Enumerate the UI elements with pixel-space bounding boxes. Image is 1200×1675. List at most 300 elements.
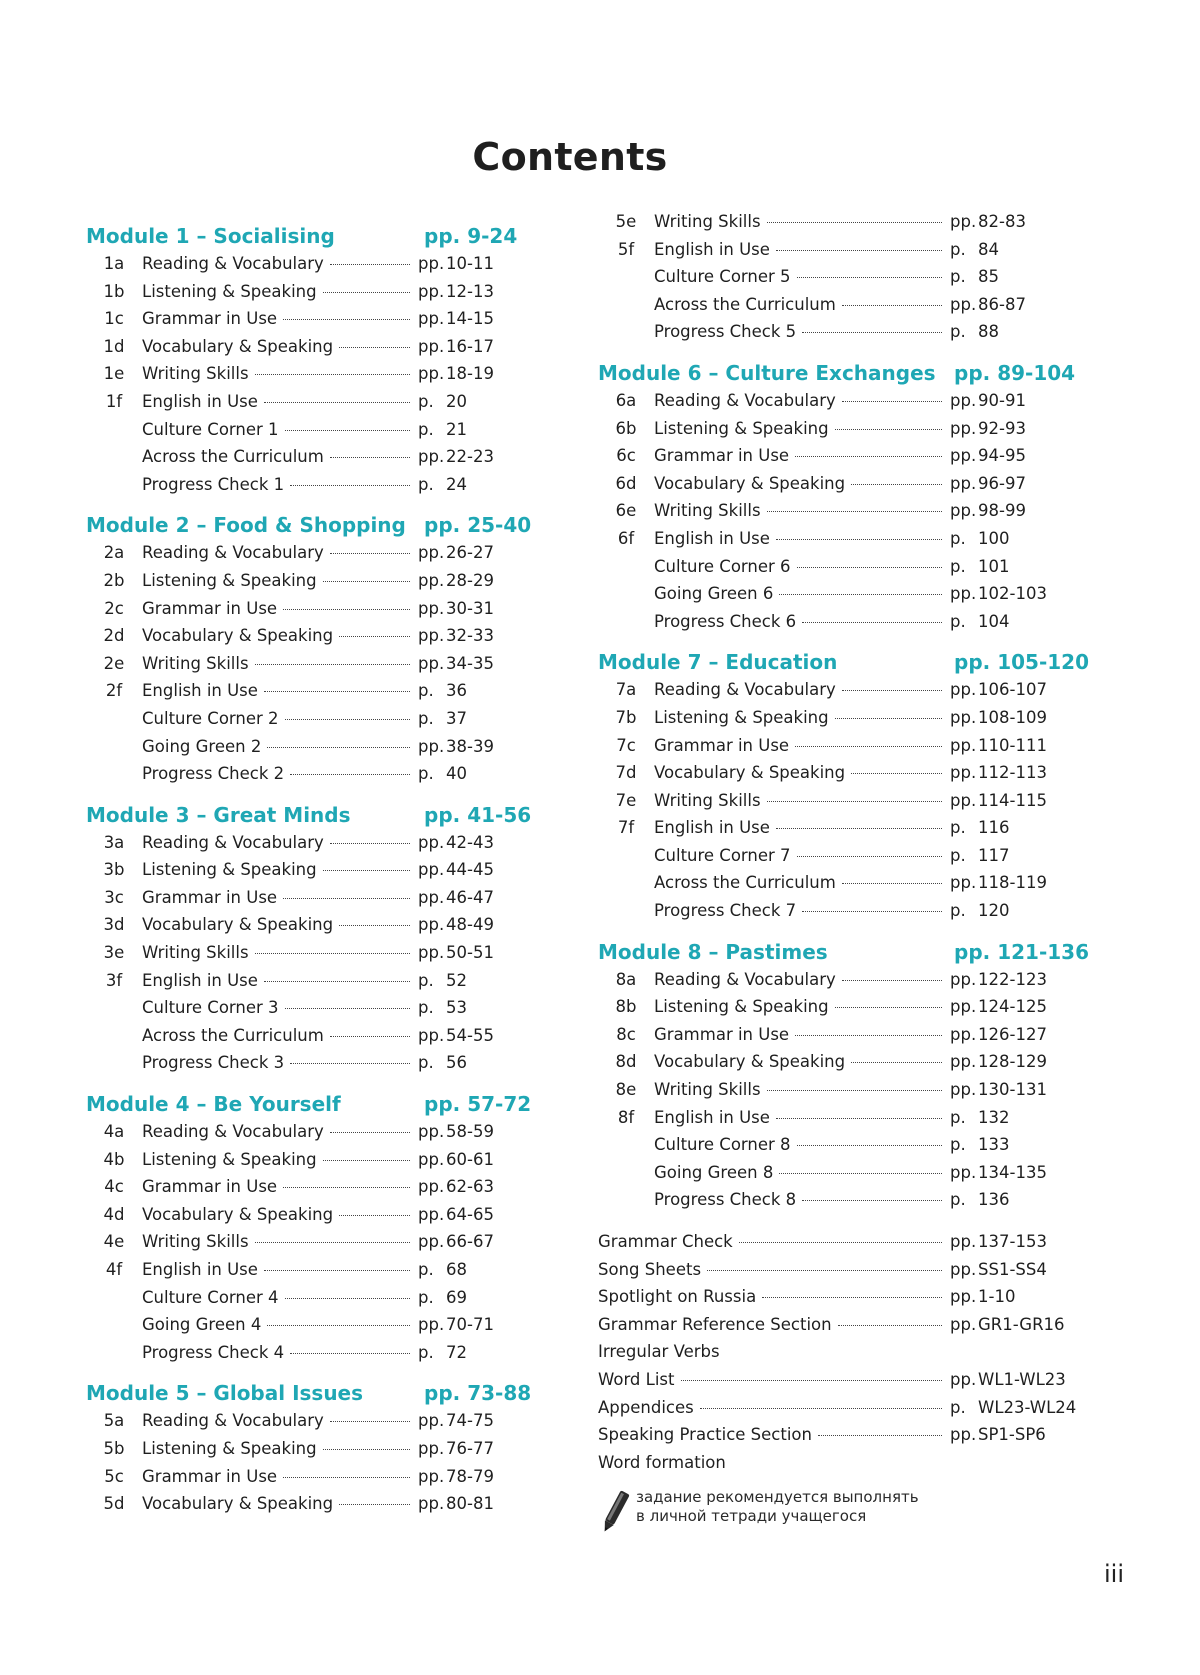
entry-title: Across the Curriculum [654,294,836,314]
page-number-ref: 126-127 [978,1024,1047,1044]
lesson-code: 7b [615,707,637,727]
page-number-ref: 96-97 [978,473,1026,493]
page-prefix: pp. [950,584,977,604]
page-prefix: pp. [418,447,445,467]
page-prefix: p. [950,845,966,865]
toc-entry[interactable] [86,388,504,416]
page-number-ref: 116 [978,818,1010,838]
page-prefix: pp. [950,1052,977,1072]
entry-title: Listening & Speaking [142,860,317,880]
page-prefix: pp. [950,418,977,438]
module-section [86,222,518,498]
page-number-ref: 26-27 [446,543,494,563]
toc-entry[interactable] [598,1076,1058,1104]
page-number-ref: 68 [446,1260,467,1279]
toc-entry[interactable] [86,595,504,623]
page-prefix: pp. [950,212,977,231]
toc-entry[interactable] [86,1407,504,1435]
toc-entry[interactable] [598,525,1058,553]
page-number-ref: 62-63 [446,1177,494,1197]
page-number-ref: 72 [446,1342,467,1362]
page-number-ref: 60-61 [446,1149,494,1169]
entry-title: Word List [598,1369,675,1389]
lesson-code: 2f [105,681,123,701]
entry-title: Appendices [598,1397,694,1417]
lesson-code: 8e [615,1080,637,1100]
reference-entry[interactable] [598,1311,1065,1339]
entry-title: Grammar in Use [142,887,278,907]
page-number-ref: 74-75 [446,1411,494,1431]
entry-title: Writing Skills [142,653,249,673]
page-prefix: pp. [950,501,977,521]
page-prefix: p. [950,322,966,342]
entry-title: English in Use [142,681,258,701]
toc-entry[interactable] [86,1228,504,1256]
dot-leader [283,1477,410,1478]
lesson-code: 5a [103,1411,125,1431]
page-number-ref: 137-153 [978,1232,1047,1251]
toc-entry[interactable] [598,1131,1058,1159]
page-prefix: p. [950,611,966,631]
entry-title: Writing Skills [654,212,761,231]
toc-entry[interactable] [86,1022,504,1050]
toc-entry[interactable] [86,1256,504,1284]
toc-entry[interactable] [86,1049,504,1077]
toc-entry[interactable] [86,884,504,912]
toc-entry[interactable] [598,497,1058,525]
entry-title: Writing Skills [142,1232,249,1252]
dot-leader [285,1008,410,1009]
module-heading[interactable] [598,648,1089,676]
module-heading[interactable] [598,359,1076,387]
toc-entry[interactable] [86,305,504,333]
toc-entry[interactable] [598,1159,1058,1187]
page-prefix: pp. [950,1259,977,1279]
lesson-code: 4e [103,1232,125,1252]
module-title: Module 3 – Great Minds [86,802,351,827]
page-number-ref: 101 [978,556,1010,576]
entry-title: Reading & Vocabulary [142,1122,324,1142]
reference-entry[interactable] [598,1366,1066,1394]
lesson-code: 5d [103,1494,125,1514]
page-number-ref: 66-67 [446,1232,494,1252]
dot-leader [818,1435,942,1436]
entry-title: Progress Check 7 [654,901,797,921]
toc-entry[interactable] [598,842,1058,870]
module-continuation [598,208,1058,346]
toc-entry[interactable] [86,994,504,1022]
module-pages: pp. 121-136 [954,939,1089,964]
dot-leader [339,1504,410,1505]
dot-leader [776,539,942,540]
entry-title: Going Green 4 [142,1315,262,1335]
page-number-ref: 58-59 [446,1122,494,1142]
toc-entry[interactable] [598,993,1058,1021]
reference-entry[interactable] [598,1228,1058,1256]
dot-leader [330,1132,410,1133]
module-pages: pp. 57-72 [424,1092,532,1117]
toc-entry[interactable] [598,1048,1058,1076]
module-pages: pp. 89-104 [954,360,1076,385]
module-section [86,1366,532,1517]
toc-entry[interactable] [86,939,504,967]
dot-leader [339,347,410,348]
dot-leader [264,1270,410,1271]
entry-title: English in Use [654,818,770,838]
toc-entry[interactable] [598,470,1058,498]
page-prefix: p. [950,267,966,287]
toc-entry[interactable] [598,553,1058,581]
page-number-ref: 88 [978,322,999,342]
toc-entry[interactable] [598,966,1058,994]
dot-leader [330,843,410,844]
toc-entry[interactable] [598,387,1058,415]
page-prefix: pp. [950,1232,977,1251]
toc-entry[interactable] [598,442,1058,470]
toc-entry[interactable] [86,333,504,361]
entry-title: Culture Corner 2 [142,708,279,728]
entry-title: Culture Corner 1 [142,419,279,439]
page-number: iii [1104,1560,1125,1588]
page-prefix: pp. [418,1315,445,1335]
page-prefix: pp. [418,1204,445,1224]
page-number-ref: 10-11 [446,254,494,273]
entry-title: Spotlight on Russia [598,1287,757,1307]
lesson-code: 2a [103,543,125,563]
page-prefix: pp. [418,598,445,618]
entry-title: Grammar in Use [142,309,278,329]
entry-title: Going Green 8 [654,1162,774,1182]
toc-entry[interactable] [598,1104,1058,1132]
entry-title: English in Use [654,528,770,548]
dot-leader [838,1325,942,1326]
toc-entry[interactable] [86,1146,504,1174]
page-number-ref: 64-65 [446,1204,494,1224]
dot-leader [739,1242,942,1243]
dot-leader [330,264,410,265]
reference-entry[interactable] [598,1283,1058,1311]
dot-leader [797,1145,942,1146]
dot-leader [802,332,942,333]
page-number-ref: 50-51 [446,943,494,963]
page-prefix: pp. [418,860,445,880]
entry-title: English in Use [142,970,258,990]
page-prefix: p. [950,1190,966,1210]
toc-entry[interactable] [86,911,504,939]
page-prefix: pp. [418,1438,445,1458]
lesson-code: 7d [615,763,637,783]
entry-title: Grammar in Use [142,1466,278,1486]
toc-entry[interactable] [598,759,1058,787]
page-number-ref: 21 [446,419,467,439]
spacer [86,498,504,511]
toc-entry[interactable] [598,291,1058,319]
reference-entry[interactable] [598,1421,1058,1449]
toc-entry[interactable] [86,278,504,306]
dot-leader [835,718,942,719]
toc-entry[interactable] [86,416,504,444]
dot-leader [842,980,942,981]
reference-entry[interactable] [598,1449,1058,1477]
toc-entry[interactable] [598,318,1058,346]
page-number-ref: WL23-WL24 [978,1397,1077,1417]
dot-leader [681,1380,943,1381]
entry-title: Grammar in Use [142,598,278,618]
page-number-ref: 14-15 [446,309,494,329]
dot-leader [339,1215,410,1216]
dot-leader [330,1421,410,1422]
dot-leader [290,485,410,486]
dot-leader [323,581,410,582]
module-title: Module 8 – Pastimes [598,939,828,964]
page-prefix: pp. [418,1232,445,1252]
page-prefix: pp. [950,790,977,810]
page-prefix: pp. [418,1177,445,1197]
page-prefix: pp. [418,653,445,673]
lesson-code: 6f [617,528,635,548]
module-section [86,1077,532,1366]
page-prefix: p. [418,764,434,784]
toc-entry[interactable] [86,1490,504,1518]
entry-title: English in Use [654,1107,770,1127]
dot-leader [330,1036,410,1037]
module-heading[interactable] [86,1090,532,1118]
lesson-code: 4b [103,1149,125,1169]
page-number-ref: 82-83 [978,212,1026,231]
page-number-ref: 52 [446,970,467,990]
entry-title: Writing Skills [654,790,761,810]
dot-leader [851,773,942,774]
toc-entry[interactable] [86,650,504,678]
dot-leader [835,1007,942,1008]
spacer [598,925,1058,938]
page-number-ref: 128-129 [978,1052,1047,1072]
page-prefix: p. [418,474,434,494]
entry-title: Grammar in Use [654,735,790,755]
dot-leader [779,1173,942,1174]
toc-entry[interactable] [598,415,1058,443]
spacer [86,1366,504,1379]
toc-entry[interactable] [86,856,504,884]
toc-entry[interactable] [86,705,504,733]
entry-title: Progress Check 4 [142,1342,285,1362]
entry-title: Culture Corner 5 [654,267,791,287]
entry-title: Culture Corner 3 [142,998,279,1018]
reference-entry[interactable] [598,1256,1058,1284]
dot-leader [255,374,410,375]
page-number-ref: 24 [446,474,467,494]
reference-entry[interactable] [598,1338,1058,1366]
page-prefix: pp. [418,887,445,907]
page-number-ref: 16-17 [446,336,494,356]
page-number-ref: SP1-SP6 [978,1425,1046,1445]
page-prefix: pp. [950,446,977,466]
toc-entry[interactable] [598,704,1058,732]
module-heading[interactable] [598,938,1089,966]
entry-title: Writing Skills [654,501,761,521]
page-number-ref: 46-47 [446,887,494,907]
dot-leader [797,856,942,857]
note-line-2: в личной тетради учащегося [636,1507,867,1526]
dot-leader [795,746,942,747]
dot-leader [255,1242,410,1243]
toc-entry[interactable] [86,1118,504,1146]
toc-entry[interactable] [86,967,504,995]
toc-entry[interactable] [86,1463,504,1491]
entry-title: Progress Check 5 [654,322,797,342]
page-prefix: pp. [950,997,977,1017]
page-prefix: pp. [950,1287,977,1307]
contents-column-right [598,212,1089,1536]
page-prefix: p. [418,1260,434,1279]
page-prefix: p. [950,818,966,838]
toc-entry[interactable] [598,1186,1058,1214]
entry-title: Progress Check 2 [142,764,285,784]
page-number-ref: 118-119 [978,873,1047,893]
dot-leader [283,609,410,610]
dot-leader [797,277,942,278]
dot-leader [835,429,942,430]
page-prefix: pp. [418,915,445,935]
lesson-code: 2e [103,653,125,673]
lesson-code: 6d [615,473,637,493]
page-prefix: pp. [418,309,445,329]
toc-entry[interactable] [86,443,504,471]
entry-title: Vocabulary & Speaking [654,763,846,783]
page-prefix: p. [418,970,434,990]
toc-entry[interactable] [86,1435,504,1463]
entry-title: Progress Check 1 [142,474,285,494]
lesson-code: 5f [617,239,635,259]
toc-entry[interactable] [86,1284,504,1312]
toc-entry[interactable] [86,1201,504,1229]
toc-entry[interactable] [598,236,1058,264]
workbook-note [598,1488,1058,1536]
note-text [636,1488,919,1526]
toc-entry[interactable] [86,1173,504,1201]
toc-entry[interactable] [86,622,504,650]
page-number-ref: 117 [978,845,1010,865]
page-number-ref: 104 [978,611,1010,631]
toc-entry[interactable] [598,897,1058,925]
dot-leader [842,305,942,306]
toc-entry[interactable] [86,677,504,705]
toc-entry[interactable] [598,580,1058,608]
page-number-ref: 90-91 [978,390,1026,410]
toc-entry[interactable] [86,1311,504,1339]
lesson-code: 1b [103,281,125,301]
module-title: Module 7 – Education [598,650,838,675]
page-number-ref: 80-81 [446,1494,494,1514]
dot-leader [267,747,410,748]
entry-title: Culture Corner 6 [654,556,791,576]
page-number-ref: 133 [978,1135,1010,1155]
dot-leader [767,801,942,802]
module-title: Module 5 – Global Issues [86,1381,364,1406]
page-prefix: pp. [950,969,977,989]
toc-entry[interactable] [86,567,504,595]
entry-title: Listening & Speaking [142,1438,317,1458]
dot-leader [323,870,410,871]
module-heading[interactable] [86,1379,532,1407]
module-pages: pp. 41-56 [424,802,532,827]
dot-leader [842,883,942,884]
toc-entry[interactable] [86,1339,504,1367]
lesson-code: 2c [104,598,124,618]
page-prefix: pp. [950,680,977,700]
lesson-code: 1d [103,336,125,356]
lesson-code: 3b [103,860,125,880]
toc-entry[interactable] [86,471,504,499]
module-heading[interactable] [86,222,518,250]
toc-entry[interactable] [86,760,504,788]
dot-leader [285,1298,410,1299]
page-prefix: pp. [418,281,445,301]
dot-leader [700,1408,942,1409]
toc-entry[interactable] [86,360,504,388]
entry-title: English in Use [142,391,258,411]
toc-entry[interactable] [86,829,504,857]
toc-entry[interactable] [598,732,1058,760]
entry-title: Progress Check 6 [654,611,797,631]
module-pages: pp. 105-120 [954,650,1089,675]
dot-leader [330,553,410,554]
lesson-code: 3a [103,832,125,852]
page-number-ref: 1-10 [978,1287,1016,1307]
page-prefix: pp. [950,1369,977,1389]
entry-title: Vocabulary & Speaking [142,626,334,646]
toc-entry[interactable] [86,733,504,761]
toc-entry[interactable] [598,787,1058,815]
entry-title: Reading & Vocabulary [142,1411,324,1431]
toc-entry[interactable] [598,869,1058,897]
lesson-code: 6b [615,418,637,438]
page-prefix: p. [950,1135,966,1155]
dot-leader [776,828,942,829]
page-number-ref: 106-107 [978,680,1047,700]
toc-entry[interactable] [598,1021,1058,1049]
reference-entry[interactable] [598,1394,1077,1422]
page-prefix: pp. [950,1425,977,1445]
lesson-code: 7f [617,818,635,838]
module-heading[interactable] [86,511,532,539]
entry-title: Listening & Speaking [142,570,317,590]
page-number-ref: 44-45 [446,860,494,880]
dot-leader [767,1090,942,1091]
page-number-ref: 92-93 [978,418,1026,438]
page-prefix: p. [950,1107,966,1127]
module-heading[interactable] [86,801,532,829]
toc-entry[interactable] [598,263,1058,291]
toc-entry[interactable] [598,814,1058,842]
page-prefix: p. [950,556,966,576]
toc-entry[interactable] [598,676,1058,704]
page-prefix: p. [950,901,966,921]
toc-entry[interactable] [86,539,504,567]
spacer [598,346,1058,359]
toc-entry[interactable] [598,208,1058,236]
dot-leader [267,1325,410,1326]
lesson-code: 5e [615,212,637,231]
toc-entry[interactable] [598,608,1058,636]
toc-entry[interactable] [86,250,504,278]
page-prefix: pp. [418,364,445,384]
page-number-ref: 85 [978,267,999,287]
entry-title: Reading & Vocabulary [654,969,836,989]
page-number-ref: 86-87 [978,294,1026,314]
dot-leader [767,511,942,512]
page-prefix: p. [418,1053,434,1073]
